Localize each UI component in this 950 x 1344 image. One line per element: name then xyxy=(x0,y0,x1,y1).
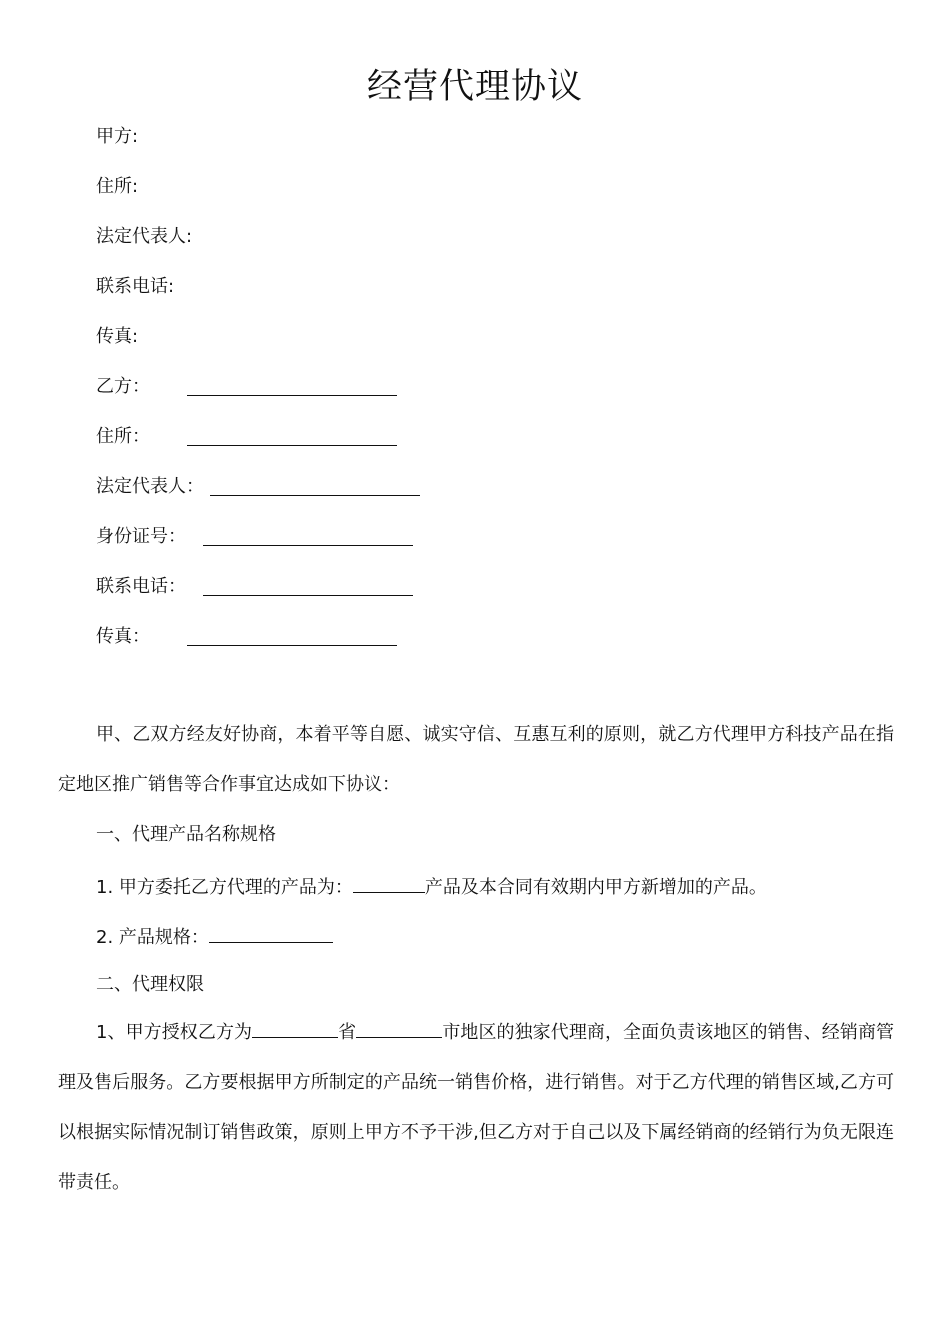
party-b-address-field[interactable] xyxy=(187,445,397,446)
section-2-clause-1 xyxy=(58,1008,894,1208)
section-1-item-2 xyxy=(96,922,333,951)
party-b-phone-label: 联系电话： xyxy=(96,576,186,597)
clause-1-mid: 省 xyxy=(338,1022,357,1043)
intro-paragraph: 甲、乙双方经友好协商，本着平等自愿、诚实守信、互惠互利的原则，就乙方代理甲方科技产品在指定地区推广销售等合作事宜达成如下协议： xyxy=(58,724,894,795)
party-a-fax-label: 传真: xyxy=(96,326,139,347)
party-b-fax-label: 传真： xyxy=(96,626,150,647)
party-a-address-label: 住所: xyxy=(96,176,139,197)
item-1-suffix: 产品及本合同有效期内甲方新增加的产品。 xyxy=(424,877,767,898)
section-1-heading: 一、代理产品名称规格 xyxy=(96,824,276,845)
clause-1-suffix: 市地区的独家代理商，全面负责该地区的销售、经销商管理及售后服务。乙方要根据甲方所制定的产品统一销售价格，进行销售。对于乙方代理的销售区域,乙方可以根据实际情况制订销售政策，原则上甲方不予干涉,但乙方对于自己以及下属经销商的经销行为负无限连带责任。 xyxy=(58,1022,895,1193)
product-name-field[interactable] xyxy=(353,872,425,893)
party-b-legal-rep-field[interactable] xyxy=(210,495,420,496)
product-spec-field[interactable] xyxy=(209,922,333,943)
party-b-fax-field[interactable] xyxy=(187,645,397,646)
section-1-item-1 xyxy=(96,872,767,901)
city-field[interactable] xyxy=(356,1017,442,1038)
party-b-phone-field[interactable] xyxy=(203,595,413,596)
document-title: 经营代理协议 xyxy=(366,67,583,107)
clause-1-prefix: 1、甲方授权乙方为 xyxy=(96,1022,253,1043)
party-b-address-label: 住所： xyxy=(96,426,150,447)
party-b-id-label: 身份证号： xyxy=(96,526,186,547)
item-1-prefix: 1. 甲方委托乙方代理的产品为： xyxy=(96,877,353,898)
section-2-heading: 二、代理权限 xyxy=(96,974,204,995)
party-a-name-label: 甲方: xyxy=(96,126,139,147)
party-b-name-field[interactable] xyxy=(187,395,397,396)
party-b-id-field[interactable] xyxy=(203,545,413,546)
party-a-legal-rep-label: 法定代表人: xyxy=(96,226,193,247)
party-a-phone-label: 联系电话: xyxy=(96,276,175,297)
item-2-prefix: 2. 产品规格： xyxy=(96,927,209,948)
province-field[interactable] xyxy=(252,1017,338,1038)
party-b-legal-rep-label: 法定代表人： xyxy=(96,476,204,497)
party-b-name-label: 乙方： xyxy=(96,376,150,397)
